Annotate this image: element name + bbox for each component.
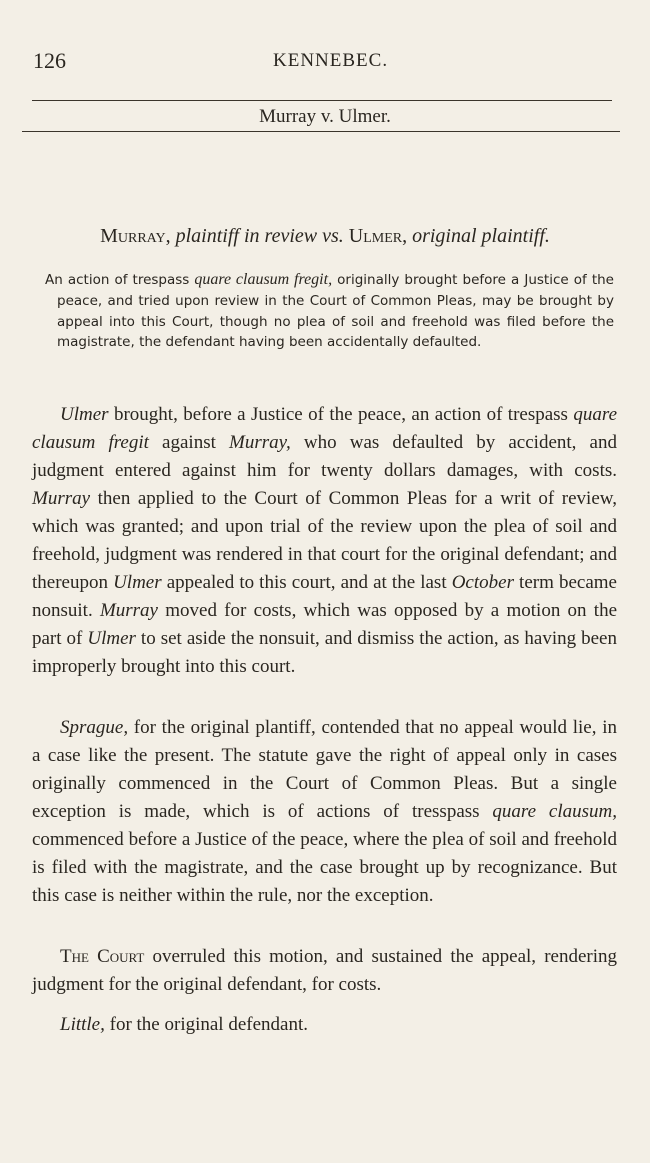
- title-party-1: Murray: [100, 225, 166, 247]
- title-role-1: plaintiff in review vs.: [175, 225, 344, 247]
- paragraph-counsel: Little, for the original defendant.: [60, 1014, 308, 1035]
- paragraph-ruling: The Court overruled this motion, and sustained the appeal, rendering judgment for the original defendant, for costs.: [32, 946, 618, 995]
- title-role-2: original plaintiff.: [412, 225, 550, 247]
- header-rule-top: [32, 100, 612, 101]
- syllabus: An action of trespass quare clausum fregit, originally brought before a Justice of the peace, and tried upon review in the Court of Common Pleas, may be brought by appeal into this Court, though no plea of soil and freehold was filed before the magistrate, the defendant having been accidentally defaulted.: [45, 271, 614, 351]
- title-party-2: Ulmer: [348, 225, 403, 247]
- paragraph-facts: Ulmer brought, before a Justice of the peace, an action of trespass quare clausum fregit against Murray, who was defaulted by accident, and judgment entered against him for twenty dollars damages, with costs. Murray then applied to the Court of Common Pleas for a writ of review, which was granted; and upon trial of the review upon the plea of soil and freehold, judgment was rendered in that court for the original defendant; and thereupon Ulmer appealed to this court, and at the last October term became nonsuit. Murray moved for costs, which was opposed by a motion on the part of Ulmer to set aside the nonsuit, and dismiss the action, as having been improperly brought into this court.: [32, 404, 617, 677]
- case-title: Murray, plaintiff in review vs. Ulmer, original plaintiff.: [100, 225, 550, 247]
- header-rule-bottom: [22, 131, 620, 132]
- running-head: KENNEBEC.: [273, 50, 389, 71]
- paragraph-argument: Sprague, for the original plantiff, contended that no appeal would lie, in a case like the present. The statute gave the right of appeal only in cases originally commenced in the Court of Common Pleas. But a single exception is made, which is of actions of tresspass quare clausum, commenced before a Justice of the peace, where the plea of soil and freehold is filed with the magistrate, and the case brought up by recognizance. But this case is neither within the rule, nor the exception.: [32, 717, 617, 906]
- page-header: [33, 48, 617, 78]
- case-caption: Murray v. Ulmer.: [259, 106, 391, 127]
- page-number: 126: [33, 48, 66, 73]
